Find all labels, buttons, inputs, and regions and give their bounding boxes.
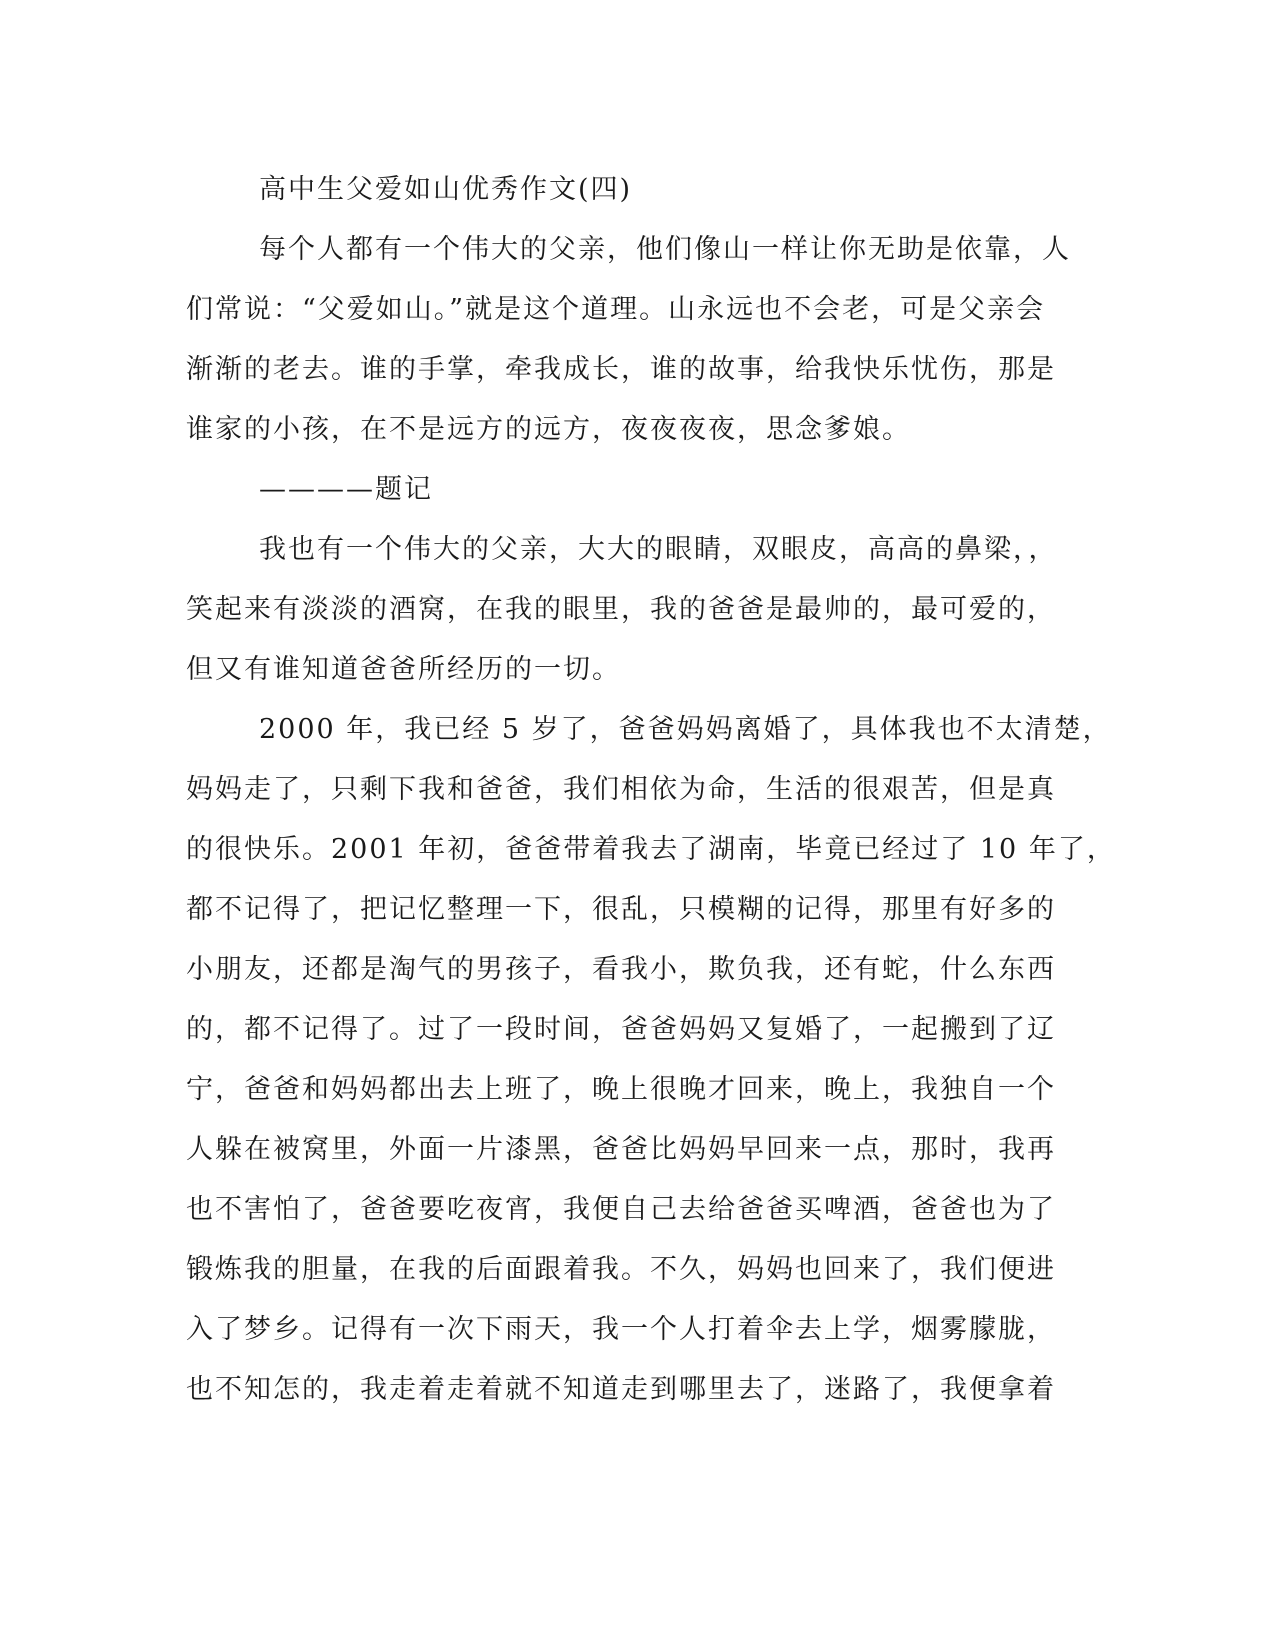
document-title: 高中生父爱如山优秀作文(四) [259, 174, 633, 205]
paragraph-line: 妈妈走了，只剩下我和爸爸，我们相依为命，生活的很艰苦，但是真 [186, 774, 1056, 805]
paragraph-line: 都不记得了，把记忆整理一下，很乱，只模糊的记得，那里有好多的 [186, 894, 1056, 925]
signature-line: ————题记 [259, 474, 433, 505]
paragraph-line: 小朋友，还都是淘气的男孩子，看我小，欺负我，还有蛇，什么东西 [186, 954, 1056, 985]
paragraph-line: 笑起来有淡淡的酒窝，在我的眼里，我的爸爸是最帅的，最可爱的， [186, 594, 1056, 625]
paragraph-line: 宁，爸爸和妈妈都出去上班了，晚上很晚才回来，晚上，我独自一个 [186, 1074, 1056, 1105]
paragraph-line: 的很快乐。2001 年初，爸爸带着我去了湖南，毕竟已经过了 10 年了， [186, 834, 1116, 865]
paragraph-line: 2000 年，我已经 5 岁了，爸爸妈妈离婚了，具体我也不太清楚， [259, 714, 1112, 745]
paragraph-line: 但又有谁知道爸爸所经历的一切。 [186, 654, 621, 685]
paragraph-line: 我也有一个伟大的父亲，大大的眼睛，双眼皮，高高的鼻梁，， [259, 534, 1058, 565]
paragraph-line: 谁家的小孩，在不是远方的远方，夜夜夜夜，思念爹娘。 [186, 414, 911, 445]
paragraph-line: 也不知怎的，我走着走着就不知道走到哪里去了，迷路了，我便拿着 [186, 1374, 1056, 1405]
paragraph-line: 锻炼我的胆量，在我的后面跟着我。不久，妈妈也回来了，我们便进 [186, 1254, 1056, 1285]
document-body [186, 160, 1116, 1420]
paragraph-line: 每个人都有一个伟大的父亲，他们像山一样让你无助是依靠，人 [259, 234, 1071, 265]
paragraph-line: 也不害怕了，爸爸要吃夜宵，我便自己去给爸爸买啤酒，爸爸也为了 [186, 1194, 1056, 1225]
paragraph-line: 人躲在被窝里，外面一片漆黑，爸爸比妈妈早回来一点，那时，我再 [186, 1134, 1056, 1165]
paragraph-line: 的，都不记得了。过了一段时间，爸爸妈妈又复婚了，一起搬到了辽 [186, 1014, 1056, 1045]
paragraph-line: 渐渐的老去。谁的手掌，牵我成长，谁的故事，给我快乐忧伤，那是 [186, 354, 1056, 385]
paragraph-line: 入了梦乡。记得有一次下雨天，我一个人打着伞去上学，烟雾朦胧， [186, 1314, 1056, 1345]
paragraph-line: 们常说：“父爱如山。”就是这个道理。山永远也不会老，可是父亲会 [186, 294, 1046, 325]
